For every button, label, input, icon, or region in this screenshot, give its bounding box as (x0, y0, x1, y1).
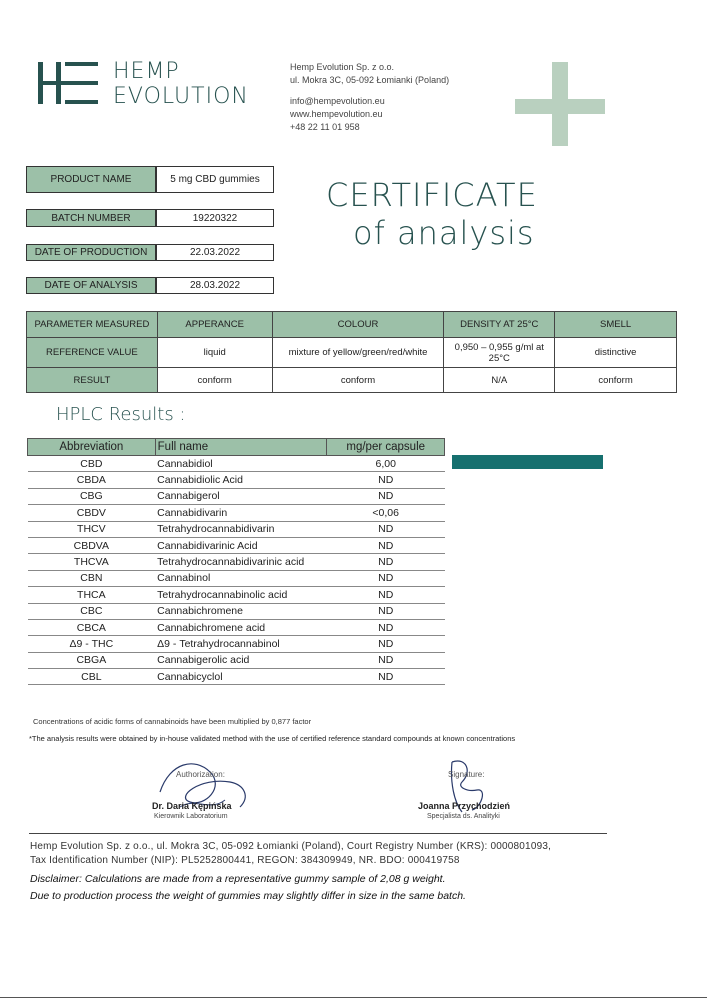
abbreviation-cell: CBL (28, 669, 156, 685)
mg-cell: <0,06 (327, 505, 445, 521)
signature-label: Signature: (448, 770, 485, 779)
mg-cell: ND (327, 537, 445, 553)
table-row (28, 472, 445, 488)
company-name: Hemp Evolution Sp. z o.o. (290, 62, 395, 72)
logo-wordmark (113, 59, 249, 109)
analysis-date-label: DATE OF ANALYSIS (26, 277, 156, 294)
company-website[interactable]: www.hempevolution.eu (290, 109, 383, 119)
signer-role: Specjalista ds. Analityki (427, 813, 500, 820)
abbreviation-cell: THCA (28, 587, 156, 603)
page-bottom-line (0, 997, 707, 998)
footer-registry-line: Hemp Evolution Sp. z o.o., ul. Mokra 3C, 05-092 Łomianki (Poland), Court Registry Number (KRS): 0000801093, (30, 841, 552, 852)
result-row (27, 368, 677, 393)
param-header-cell: DENSITY AT 25°C (444, 312, 555, 338)
hplc-col-mg: mg/per capsule (327, 439, 445, 456)
param-cell: mixture of yellow/green/red/white (272, 338, 444, 368)
certificate-title: CERTIFICATE (326, 176, 538, 214)
reference-row (27, 338, 677, 368)
table-row (28, 652, 445, 668)
hplc-results-title: HPLC Results : (56, 404, 186, 425)
abbreviation-cell: CBG (28, 488, 156, 504)
param-header-cell: PARAMETER MEASURED (27, 312, 158, 338)
table-row (28, 669, 445, 685)
abbreviation-cell: CBN (28, 570, 156, 586)
param-row-label: RESULT (27, 368, 158, 393)
authorization-label: Authorization: (176, 770, 225, 779)
footer-divider (29, 833, 607, 834)
mg-cell: ND (327, 521, 445, 537)
param-cell: N/A (444, 368, 555, 393)
disclaimer-line-1: Disclaimer: Calculations are made from a representative gummy sample of 2,08 g weight. (30, 873, 446, 885)
abbreviation-cell: CBCA (28, 619, 156, 635)
abbreviation-cell: CBGA (28, 652, 156, 668)
full-name-cell: Tetrahydrocannabidivarinic acid (155, 554, 327, 570)
production-date-value: 22.03.2022 (156, 244, 274, 261)
signature-przychodzien-icon (432, 752, 512, 822)
production-date-label: DATE OF PRODUCTION (26, 244, 156, 261)
mg-cell: ND (327, 554, 445, 570)
table-row (28, 554, 445, 570)
table-row (28, 619, 445, 635)
param-header-cell: SMELL (555, 312, 677, 338)
full-name-cell: Cannabigerol (155, 488, 327, 504)
mg-cell: ND (327, 619, 445, 635)
table-row (28, 636, 445, 652)
disclaimer-line-2: Due to production process the weight of gummies may slightly differ in size in the same batch. (30, 890, 466, 902)
mg-cell: ND (327, 652, 445, 668)
signer-name: Joanna Przychodzień (418, 801, 511, 811)
cbd-highlight-bar (452, 455, 603, 469)
table-row (28, 521, 445, 537)
param-cell: liquid (157, 338, 272, 368)
mg-cell: ND (327, 636, 445, 652)
param-cell: conform (157, 368, 272, 393)
footer-tax-line: Tax Identification Number (NIP): PL5252800441, REGON: 384309949, NR. BDO: 000419758 (30, 855, 460, 866)
mg-cell: ND (327, 669, 445, 685)
product-name-label: PRODUCT NAME (26, 166, 156, 193)
product-name-value: 5 mg CBD gummies (156, 166, 274, 193)
parameters-table (26, 311, 677, 393)
full-name-cell: Cannabinol (155, 570, 327, 586)
abbreviation-cell: CBDA (28, 472, 156, 488)
abbreviation-cell: CBDV (28, 505, 156, 521)
company-contact (290, 61, 449, 134)
authorizer-name: Dr. Daria Kępińska (152, 801, 232, 811)
certificate-subtitle: of analysis (353, 214, 535, 252)
param-header-cell: COLOUR (272, 312, 444, 338)
full-name-cell: Cannabichromene acid (155, 619, 327, 635)
table-row (28, 537, 445, 553)
company-address: ul. Mokra 3C, 05-092 Łomianki (Poland) (290, 75, 450, 85)
table-row (28, 488, 445, 504)
analysis-date-value: 28.03.2022 (156, 277, 274, 294)
abbreviation-cell: THCV (28, 521, 156, 537)
hemp-evolution-logo-icon (36, 60, 102, 106)
full-name-cell: Cannabidiol (155, 456, 327, 472)
batch-number-label: BATCH NUMBER (26, 209, 156, 227)
acidic-forms-note: Concentrations of acidic forms of cannabinoids have been multiplied by 0,877 factor (33, 717, 312, 726)
abbreviation-cell: THCVA (28, 554, 156, 570)
hplc-col-abbreviation: Abbreviation (28, 439, 156, 456)
hplc-table (27, 438, 445, 685)
method-note: *The analysis results were obtained by in-house validated method with the use of certified reference standard compounds at known concentrations (29, 734, 516, 743)
full-name-cell: Cannabidivarin (155, 505, 327, 521)
full-name-cell: Cannabicyclol (155, 669, 327, 685)
table-row (28, 456, 445, 472)
param-header-cell: APPERANCE (157, 312, 272, 338)
param-cell: conform (555, 368, 677, 393)
param-cell: conform (272, 368, 444, 393)
plus-decoration-icon (515, 62, 605, 146)
full-name-cell: Cannabidivarinic Acid (155, 537, 327, 553)
logo-line-2: EVOLUTION (113, 84, 249, 109)
full-name-cell: Δ9 - Tetrahydrocannabinol (155, 636, 327, 652)
hplc-col-full-name: Full name (155, 439, 327, 456)
table-row (28, 505, 445, 521)
company-email[interactable]: info@hempevolution.eu (290, 96, 385, 106)
logo-line-1: HEMP (113, 59, 180, 84)
mg-cell: ND (327, 587, 445, 603)
mg-cell: ND (327, 570, 445, 586)
batch-number-value: 19220322 (156, 209, 274, 227)
parameters-header-row (27, 312, 677, 338)
param-row-label: REFERENCE VALUE (27, 338, 158, 368)
param-cell: 0,950 – 0,955 g/ml at 25°C (444, 338, 555, 368)
param-cell: distinctive (555, 338, 677, 368)
full-name-cell: Tetrahydrocannabinolic acid (155, 587, 327, 603)
authorizer-role: Kierownik Laboratorium (154, 813, 228, 820)
hplc-header-row (28, 439, 445, 456)
full-name-cell: Cannabichromene (155, 603, 327, 619)
abbreviation-cell: Δ9 - THC (28, 636, 156, 652)
signature-kepinska-icon (150, 752, 270, 822)
abbreviation-cell: CBDVA (28, 537, 156, 553)
full-name-cell: Cannabigerolic acid (155, 652, 327, 668)
table-row (28, 603, 445, 619)
mg-cell: ND (327, 488, 445, 504)
mg-cell: ND (327, 472, 445, 488)
mg-cell: ND (327, 603, 445, 619)
abbreviation-cell: CBD (28, 456, 156, 472)
table-row (28, 587, 445, 603)
company-phone: +48 22 11 01 958 (290, 122, 360, 132)
table-row (28, 570, 445, 586)
mg-cell: 6,00 (327, 456, 445, 472)
full-name-cell: Cannabidiolic Acid (155, 472, 327, 488)
full-name-cell: Tetrahydrocannabidivarin (155, 521, 327, 537)
abbreviation-cell: CBC (28, 603, 156, 619)
